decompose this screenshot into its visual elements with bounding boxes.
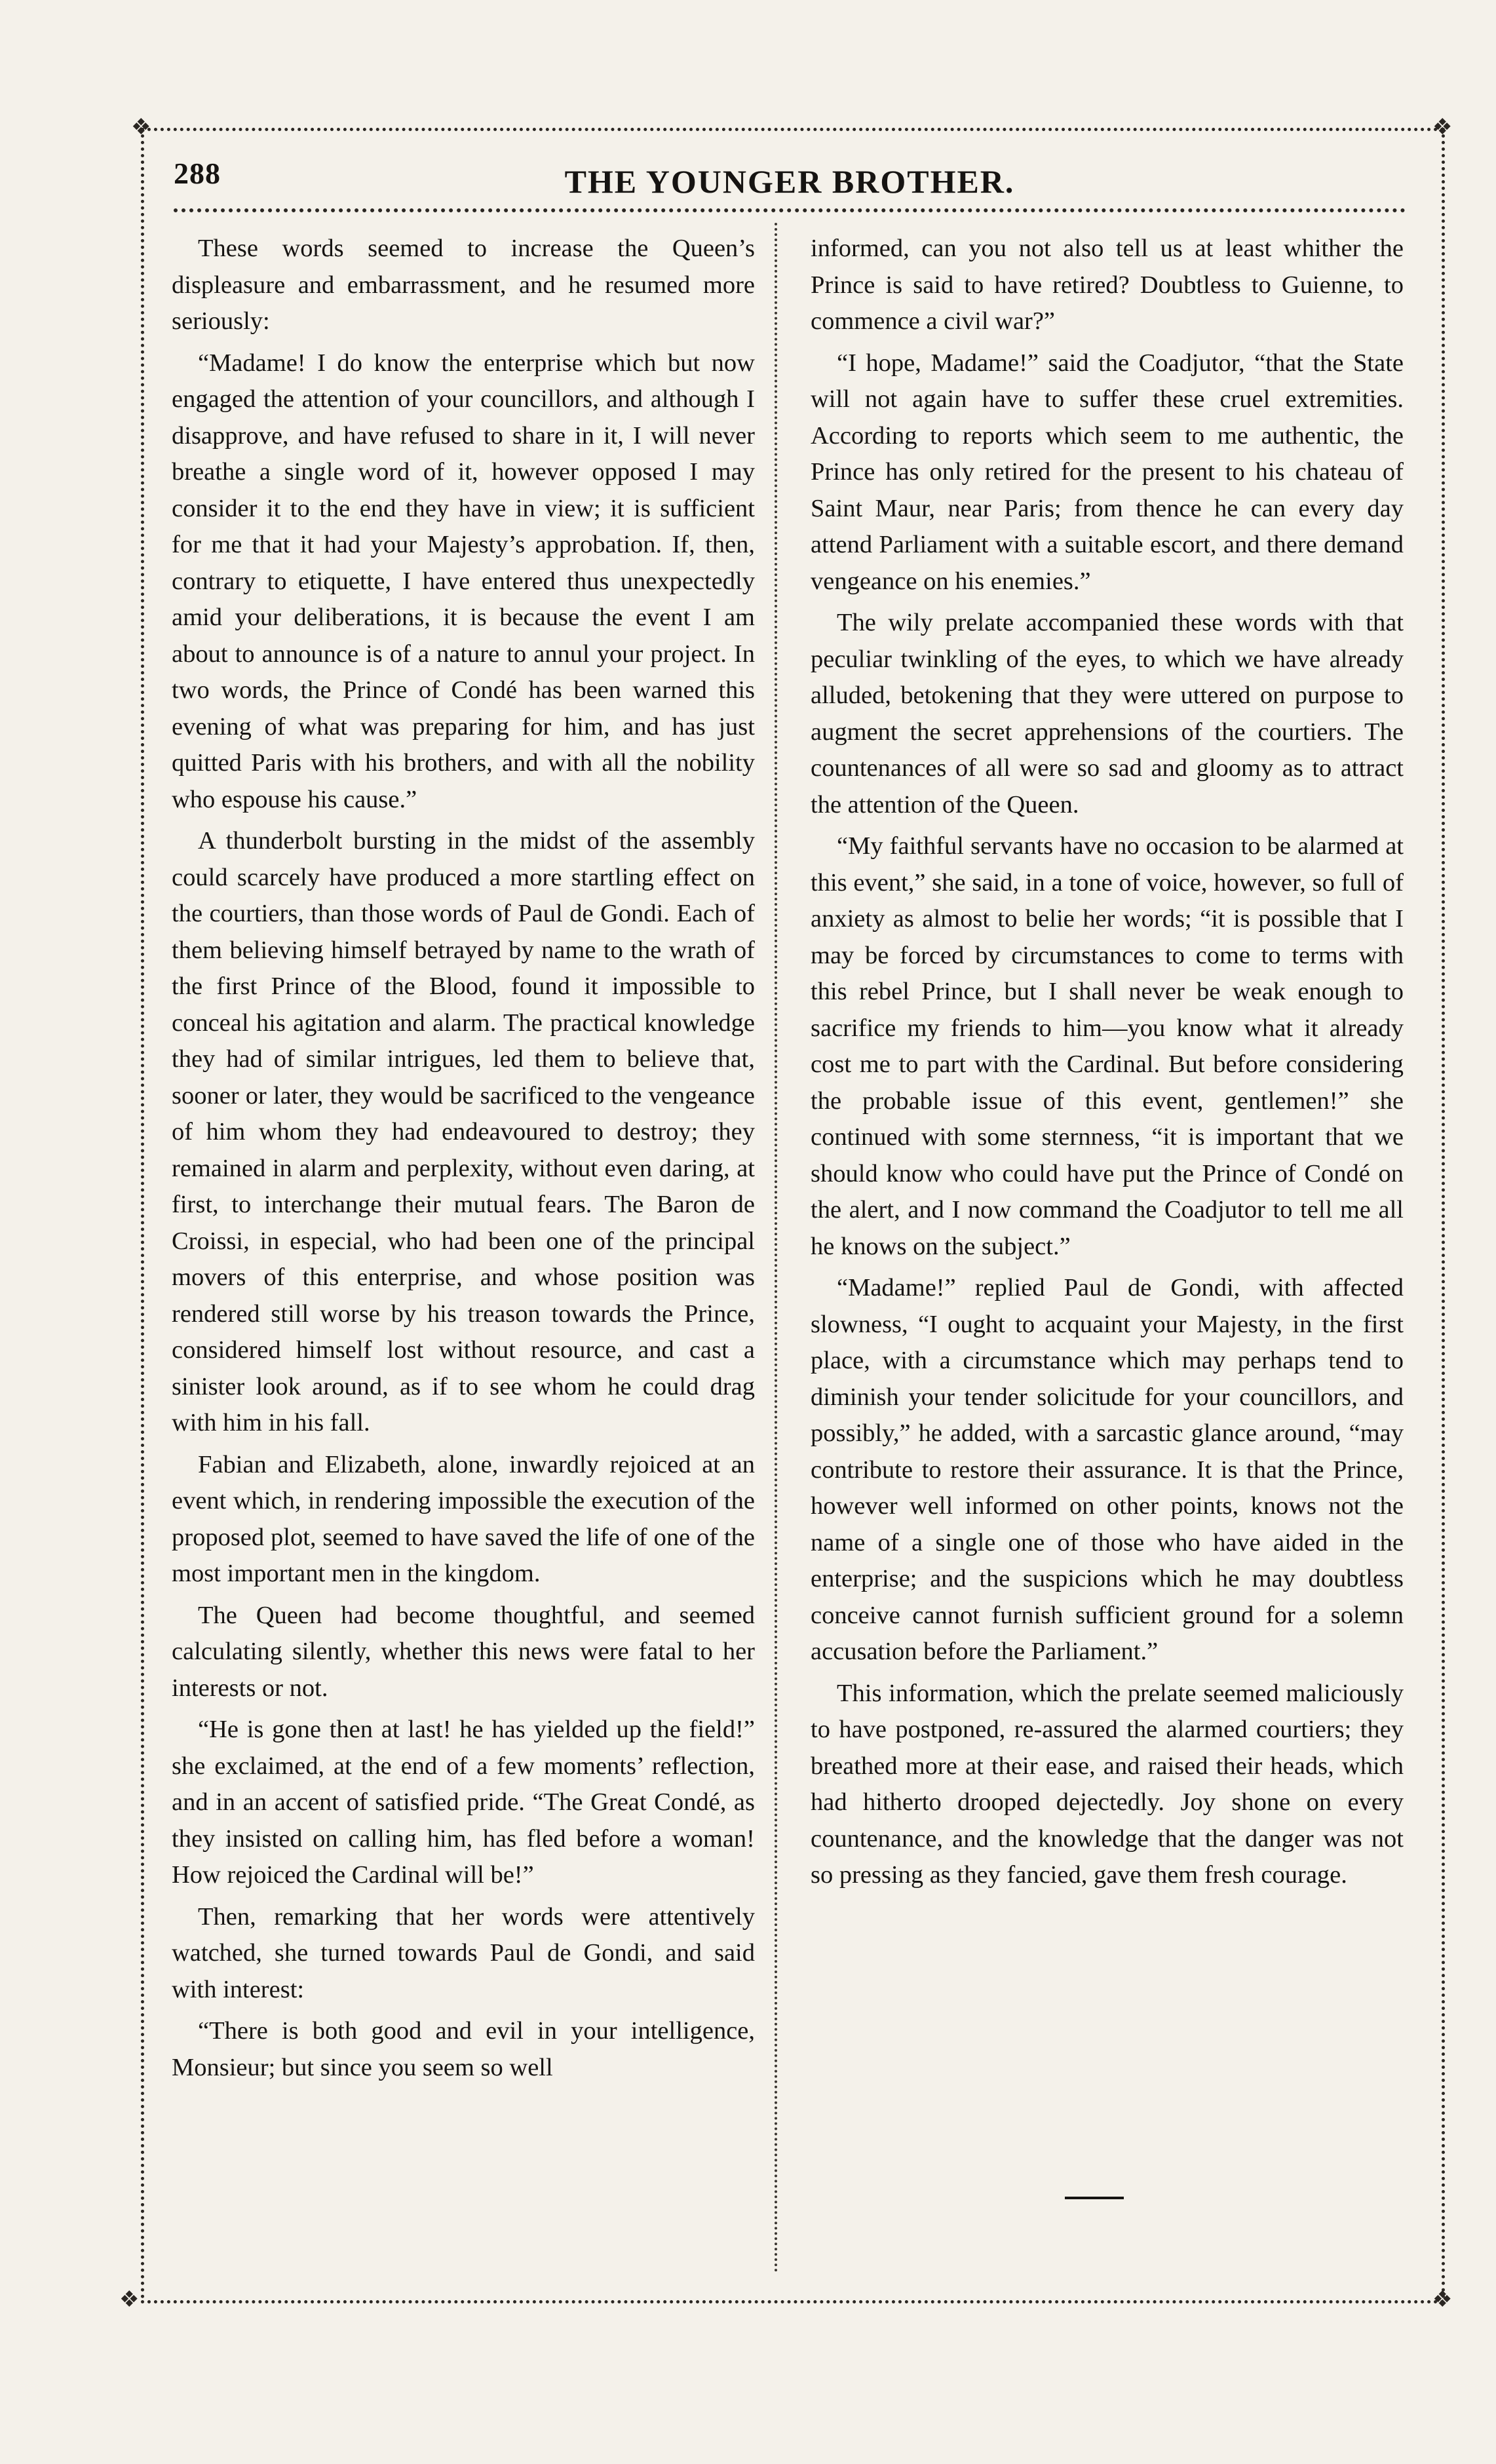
column-divider	[775, 223, 777, 2274]
paragraph: A thunderbolt bursting in the midst of the assembly could scarcely have produced a more startling effect on the courtiers, than those words of Paul de Gondi. Each of them believing himself betrayed by name to the wrath of the first Prince of the Blood, found it impossible to conceal his agitation and alarm. The practical knowledge they had of similar intrigues, led them to believe that, sooner or later, they would be sacrificed to the vengeance of him whom they had endeavoured to destroy; they remained in alarm and perplexity, without even daring, at first, to interchange their mutual fears. The Baron de Croissi, in especial, who had been one of the principal movers of this enterprise, and whose position was rendered still worse by his treason towards the Prince, considered himself lost without resource, and cast a sinister look around, as if to see whom he could drag with him in his fall.	[172, 827, 755, 1436]
right-column	[811, 231, 1404, 1899]
ornamental-border-bottom	[141, 2300, 1445, 2303]
paragraph: “There is both good and evil in your intelligence, Monsieur; but since you seem so well	[172, 2017, 755, 2081]
corner-ornament-icon: ❖	[131, 115, 151, 140]
section-end-rule	[1065, 2197, 1124, 2199]
left-column	[172, 231, 755, 2091]
ornamental-border-right	[1442, 128, 1445, 2300]
header-rule	[174, 208, 1406, 212]
paragraph: “Madame!” replied Paul de Gondi, with affected slowness, “I ought to acquaint your Majesty, in the first place, with a circumstance which may perhaps tend to diminish your tender solicitude for your councillors, and possibly,” he added, with a sarcastic glance around, “may contribute to restore their assurance. It is that the Prince, however well informed on other points, knows not the name of a single one of those who have aided in the enterprise; and the suspicions which he may doubtless conceive cannot furnish sufficient ground for a solemn accusation before the Parliament.”	[811, 1274, 1404, 1665]
corner-ornament-icon: ❖	[1432, 115, 1453, 140]
corner-ornament-icon: ❖	[119, 2288, 140, 2312]
paragraph: “I hope, Madame!” said the Coadjutor, “that the State will not again have to suffer these cruel extremities. According to reports which seem to me authentic, the Prince has only retired for the present to his chateau of Saint Maur, near Paris; from thence he can every day attend Parliament with a suitable escort, and there demand vengeance on his enemies.”	[811, 349, 1404, 595]
paragraph: “He is gone then at last! he has yielded up the field!” she exclaimed, at the end of a few moments’ reflection, and in an accent of satisfied pride. “The Great Condé, as they insisted on calling him, has fled before a woman! How rejoiced the Cardinal will be!”	[172, 1716, 755, 1889]
paragraph: These words seemed to increase the Queen’s displeasure and embarrassment, and he resumed more seriously:	[172, 235, 755, 335]
paragraph: Fabian and Elizabeth, alone, inwardly rejoiced at an event which, in rendering impossible the execution of the proposed plot, seemed to have saved the life of one of the most important men in the kingdom.	[172, 1450, 755, 1587]
paragraph: “Madame! I do know the enterprise which but now engaged the attention of your councillors, and although I disapprove, and have refused to share in it, I will never breathe a single word of it, however opposed I may consider it to the end they have in view; it is sufficient for me that it had your Majesty’s approbation. If, then, contrary to etiquette, I have entered thus unexpectedly amid your deliberations, it is because the event I am about to announce is of a nature to annul your project. In two words, the Prince of Condé has been warned this evening of what was preparing for him, and has just quitted Paris with his brothers, and with all the nobility who espouse his cause.”	[172, 349, 755, 813]
running-title: THE YOUNGER BROTHER.	[564, 163, 1015, 200]
page-number: 288	[174, 157, 221, 190]
paragraph: This information, which the prelate seemed maliciously to have postponed, re-assured the alarmed courtiers; they breathed more at their ease, and raised their heads, which had hitherto drooped dejectedly. Joy shone on every countenance, and the knowledge that the danger was not so pressing as they fancied, gave them fresh courage.	[811, 1679, 1404, 1889]
corner-ornament-icon: ❖	[1432, 2288, 1453, 2312]
paragraph: “My faithful servants have no occasion to be alarmed at this event,” she said, in a tone of voice, however, so full of anxiety as almost to belie her words; “it is possible that I may be forced by circumstances to come to terms with this rebel Prince, but I shall never be weak enough to sacrifice my friends to him—you know what it already cost me to part with the Cardinal. But before considering the probable issue of this event, gentlemen!” she continued with some sternness, “it is important that we should know who could have put the Prince of Condé on the alert, and I now command the Coadjutor to tell me all he knows on the subject.”	[811, 832, 1404, 1260]
paragraph: Then, remarking that her words were attentively watched, she turned towards Paul de Gondi, and said with interest:	[172, 1902, 755, 2003]
paragraph: The wily prelate accompanied these words with that peculiar twinkling of the eyes, to which we have already alluded, betokening that they were uttered on purpose to augment the secret apprehensions of the courtiers. The countenances of all were so sad and gloomy as to attract the attention of the Queen.	[811, 609, 1404, 818]
paragraph: The Queen had become thoughtful, and seemed calculating silently, whether this news were fatal to her interests or not.	[172, 1601, 755, 1702]
ornamental-border-top	[141, 128, 1445, 131]
ornamental-border-left	[141, 128, 144, 2300]
paragraph-continued: informed, can you not also tell us at least whither the Prince is said to have retired? Doubtless to Guienne, to commence a civil war?”	[811, 235, 1404, 335]
